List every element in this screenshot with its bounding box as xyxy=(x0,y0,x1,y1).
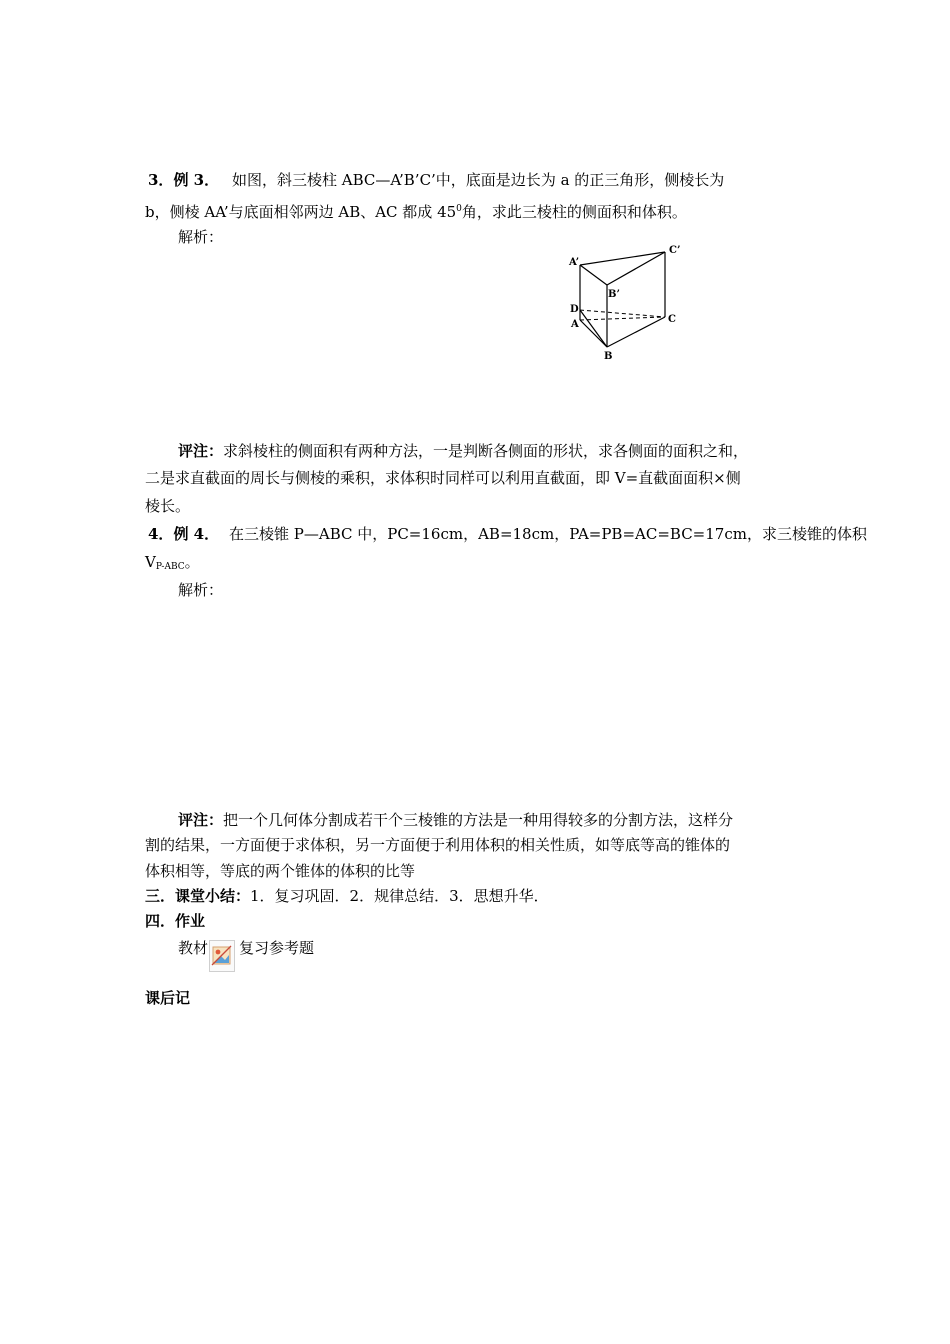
ex3-degree-sup: 0 xyxy=(456,204,462,214)
label-c-prime: C’ xyxy=(669,245,681,256)
section4-text-after: 复习参考题 xyxy=(239,939,315,957)
label-c: C xyxy=(668,314,676,325)
label-b-prime: B’ xyxy=(608,289,620,300)
ex4-v-sub: P-ABC xyxy=(155,562,185,572)
ex3-label: 例 3． xyxy=(173,171,220,189)
ex3-line2a: b，侧棱 AA’与底面相邻两边 AB、AC 都成 45 xyxy=(145,203,457,221)
ex4-num: 4． xyxy=(148,525,174,543)
ex4-comment1: 把一个几何体分割成若干个三棱锥的方法是一种用得较多的分割方法，这样分 xyxy=(223,811,734,829)
ex3-comment-line2: 二是求直截面的周长与侧棱的乘积，求体积时同样可以利用直截面，即 V=直截面面积×侧 xyxy=(145,469,741,487)
edge-a1-c1 xyxy=(580,252,665,265)
ex3-comment-line3: 棱长。 xyxy=(145,497,191,515)
edge-a-b xyxy=(580,320,607,347)
ex4-number xyxy=(148,523,219,545)
section3-text: 1．复习巩固．2．规律总结．3．思想升华． xyxy=(250,887,549,905)
ex3-line1: 如图，斜三棱柱 ABC—A’B’C’中，底面是边长为 a 的正三角形，侧棱长为 xyxy=(232,171,725,189)
section3 xyxy=(145,885,549,907)
ex3-number xyxy=(148,169,219,191)
edge-a1-b1 xyxy=(580,265,607,285)
section4-heading: 四．作业 xyxy=(145,912,206,930)
ex4-line1: 在三棱锥 P—ABC 中，PC=16cm，AB=18cm，PA=PB=AC=BC=17cm，求三棱锥的体积 xyxy=(229,525,867,543)
broken-image-icon xyxy=(209,940,235,972)
label-b: B xyxy=(604,351,613,362)
ex3-num: 3． xyxy=(148,171,174,189)
ex3-comment-line1 xyxy=(178,440,748,462)
ex3-line2b: 角，求此三棱柱的侧面积和体积。 xyxy=(461,203,687,221)
section4-text-before: 教材 xyxy=(178,939,209,957)
ex4-analysis: 解析： xyxy=(178,581,224,599)
after-class-heading: 课后记 xyxy=(145,989,191,1007)
ex3-line2 xyxy=(145,198,687,223)
ex4-comment-line1 xyxy=(178,809,733,831)
prism-figure xyxy=(565,240,695,365)
ex4-v: V xyxy=(145,553,156,571)
ex4-comment-line3: 体积相等，等底的两个锥体的体积的比等 xyxy=(145,862,416,880)
edge-a-c-hidden xyxy=(580,317,665,320)
ex4-label: 例 4． xyxy=(173,525,220,543)
ex4-comment-line2: 割的结果，一方面便于求体积，另一方面便于利用体积的相关性质，如等底等高的锥体的 xyxy=(145,836,731,854)
edge-d-c-hidden xyxy=(580,310,665,317)
ex3-comment1: 求斜棱柱的侧面积有两种方法，一是判断各侧面的形状，求各侧面的面积之和， xyxy=(223,442,749,460)
ex4-v-end: 。 xyxy=(184,553,200,571)
ex3-analysis: 解析： xyxy=(178,228,224,246)
label-a-prime: A’ xyxy=(569,257,580,268)
ex4-volume xyxy=(145,551,200,578)
label-a: A xyxy=(571,319,579,330)
ex4-comment-label: 评注： xyxy=(178,811,224,829)
edge-d-b xyxy=(580,310,607,347)
section3-heading: 三．课堂小结： xyxy=(145,887,251,905)
label-d: D xyxy=(570,304,579,315)
ex3-comment-label: 评注： xyxy=(178,442,224,460)
edge-b-c xyxy=(607,317,665,347)
